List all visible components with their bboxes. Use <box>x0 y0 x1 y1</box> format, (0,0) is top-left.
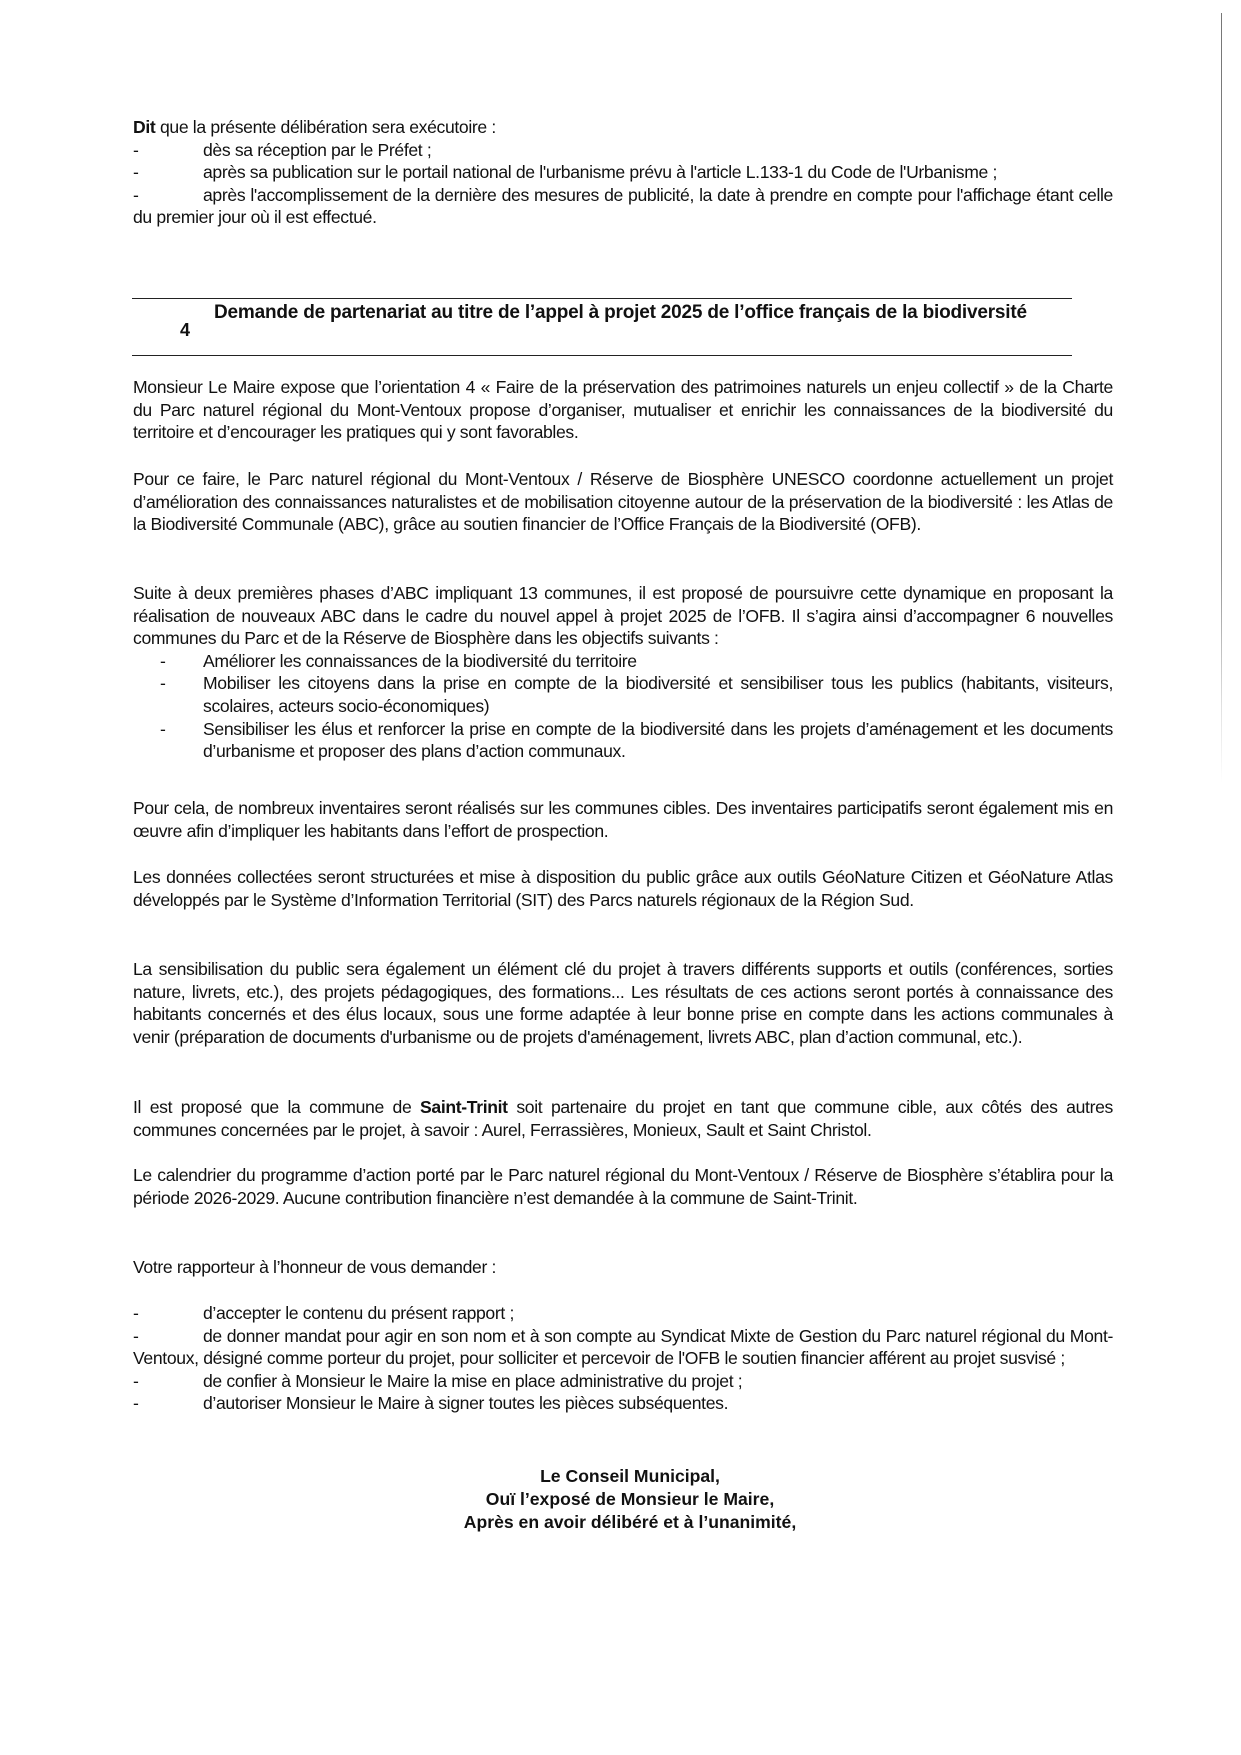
intro-bold: Dit <box>133 117 156 137</box>
paragraph-text: Monsieur Le Maire expose que l’orientation 4 « Faire de la préservation des patrimoines naturels un enjeu collectif » de la Charte du Parc naturel régional du Mont-Ventoux propose d’organiser, mutualiser et enrichir les connaissances de la biodiversité du territoire et d’encourager les pratiques qui y sont favorables. <box>133 377 1113 443</box>
paragraph-calendar <box>133 1164 1113 1209</box>
closing-line: Le Conseil Municipal, <box>540 1466 720 1486</box>
paragraph-text: Votre rapporteur à l’honneur de vous demander : <box>133 1257 497 1277</box>
paragraph-text: Suite à deux premières phases d’ABC impliquant 13 communes, il est proposé de poursuivre cette dynamique en proposant la réalisation de nouveaux ABC dans le cadre du nouvel appel à projet 2025 de l’OFB. Il s’agira ainsi d’accompagner 6 nouvelles communes du Parc et de la Réserve de Biosphère dans les objectifs suivants : <box>133 583 1113 649</box>
objective-text: Mobiliser les citoyens dans la prise en compte de la biodiversité et sensibiliser tous les publics (habitants, visiteurs, scolaires, acteurs socio-économiques) <box>203 673 1113 716</box>
objective-text: Améliorer les connaissances de la biodiversité du territoire <box>203 650 637 671</box>
paragraph-text: Pour ce faire, le Parc naturel régional du Mont-Ventoux / Réserve de Biosphère UNESCO coordonne actuellement un projet d’amélioration des connaissances naturalistes et de mobilisation citoyenne autour de la préservation de la biodiversité : les Atlas de la Biodiversité Communale (ABC), grâce au soutien financier de l’Office Français de la Biodiversité (OFB). <box>133 469 1113 535</box>
objective-item <box>133 650 1113 673</box>
request-item <box>133 1302 1113 1325</box>
paragraph-text: La sensibilisation du public sera également un élément clé du projet à travers différents supports et outils (conférences, sorties nature, livrets, etc.), des projets pédagogiques, des formations... Les résultats de ces actions seront portés à connaissance des habitants concernés et des élus locaux, sous une forme adaptée à leur bonne prise en compte dans les actions communales à venir (préparation de documents d'urbanisme ou de projets d'aménagement, livrets ABC, plan d’action communal, etc.). <box>133 959 1113 1047</box>
dash-bullet: - <box>133 162 139 183</box>
executory-item-text: après l'accomplissement de la dernière des mesures de publicité, la date à prendre en compte pour l'affichage étant celle du premier jour où il est effectué. <box>133 184 1113 228</box>
dash-bullet: - <box>133 139 139 160</box>
text-span: Il est proposé que la commune de <box>133 1097 421 1117</box>
request-item <box>133 1370 1113 1393</box>
executory-item <box>133 184 1113 229</box>
executory-item <box>133 161 1113 184</box>
dash-bullet: - <box>133 1325 139 1346</box>
closing-line: Ouï l’exposé de Monsieur le Maire, <box>485 1489 775 1509</box>
paragraph-data <box>133 866 1113 911</box>
request-text: de confier à Monsieur le Maire la mise en place administrative du projet ; <box>203 1370 743 1391</box>
request-text: d’autoriser Monsieur le Maire à signer toutes les pièces subséquentes. <box>203 1393 729 1414</box>
dash-bullet: - <box>160 650 166 671</box>
request-text: de donner mandat pour agir en son nom et à son compte au Syndicat Mixte de Gestion du Parc naturel régional du Mont-Ventoux, désigné comme porteur du projet, pour solliciter et percevoir de l'OFB le soutien financier afférent au projet susvisé ; <box>133 1325 1113 1369</box>
council-closing <box>380 1465 880 1534</box>
dash-bullet: - <box>133 1370 139 1391</box>
paragraph-text <box>133 1096 1113 1141</box>
dash-bullet: - <box>133 184 139 205</box>
request-item <box>133 1392 1113 1415</box>
executory-item-text: dès sa réception par le Préfet ; <box>203 139 432 160</box>
dash-bullet: - <box>133 1393 139 1414</box>
paragraph-context <box>133 468 1113 536</box>
dash-bullet: - <box>160 673 166 694</box>
section-number: 4 <box>180 320 191 340</box>
intro-text: que la présente délibération sera exécutoire : <box>155 117 496 137</box>
paragraph-inventories <box>133 797 1113 842</box>
section-heading <box>132 298 1072 356</box>
objective-text: Sensibiliser les élus et renforcer la prise en compte de la biodiversité dans les projets d’aménagement et les documents d’urbanisme et proposer des plans d’action communaux. <box>203 718 1113 762</box>
text-span: soit partenaire du projet en tant que commune cible, aux côtés des autres communes concernées par le projet, à savoir : Aurel, Ferrassières, Monieux, Sault et Saint Christol. <box>133 1097 1113 1140</box>
commune-name: Saint-Trinit <box>420 1097 508 1117</box>
section-title: Demande de partenariat au titre de l’appel à projet 2025 de l’office français de la biodiversité <box>214 302 1027 323</box>
closing-line: Après en avoir délibéré et à l’unanimité, <box>463 1512 797 1532</box>
executory-item <box>133 139 1113 162</box>
executory-item-text: après sa publication sur le portail national de l'urbanisme prévu à l'article L.133-1 du Code de l'Urbanisme ; <box>203 162 998 183</box>
paragraph-request-intro <box>133 1256 1113 1279</box>
objective-item <box>133 672 1113 717</box>
scan-edge-line <box>1221 13 1222 783</box>
request-list <box>133 1302 1113 1415</box>
request-item <box>133 1325 1113 1370</box>
request-text: d’accepter le contenu du présent rapport ; <box>203 1303 514 1323</box>
paragraph-orientation <box>133 376 1113 444</box>
executory-intro <box>133 116 1113 139</box>
paragraph-text: Les données collectées seront structurées et mise à disposition du public grâce aux outils GéoNature Citizen et GéoNature Atlas développés par le Système d’Information Territorial (SIT) des Parcs naturels régionaux de la Région Sud. <box>133 867 1113 910</box>
paragraph-text: Pour cela, de nombreux inventaires seront réalisés sur les communes cibles. Des inventaires participatifs seront également mis en œuvre afin d’impliquer les habitants dans l’effort de prospection. <box>133 798 1113 841</box>
paragraph-text: Le calendrier du programme d’action porté par le Parc naturel régional du Mont-Ventoux / Réserve de Biosphère s’établira pour la période 2026-2029. Aucune contribution financière n’est demandée à la commune de Saint-Trinit. <box>133 1165 1113 1208</box>
paragraph-objectives <box>133 582 1113 763</box>
dash-bullet: - <box>160 718 166 739</box>
dash-bullet: - <box>133 1303 139 1323</box>
executory-clause <box>133 116 1113 229</box>
paragraph-partner <box>133 1096 1113 1141</box>
objective-item <box>133 718 1113 763</box>
paragraph-awareness <box>133 958 1113 1048</box>
